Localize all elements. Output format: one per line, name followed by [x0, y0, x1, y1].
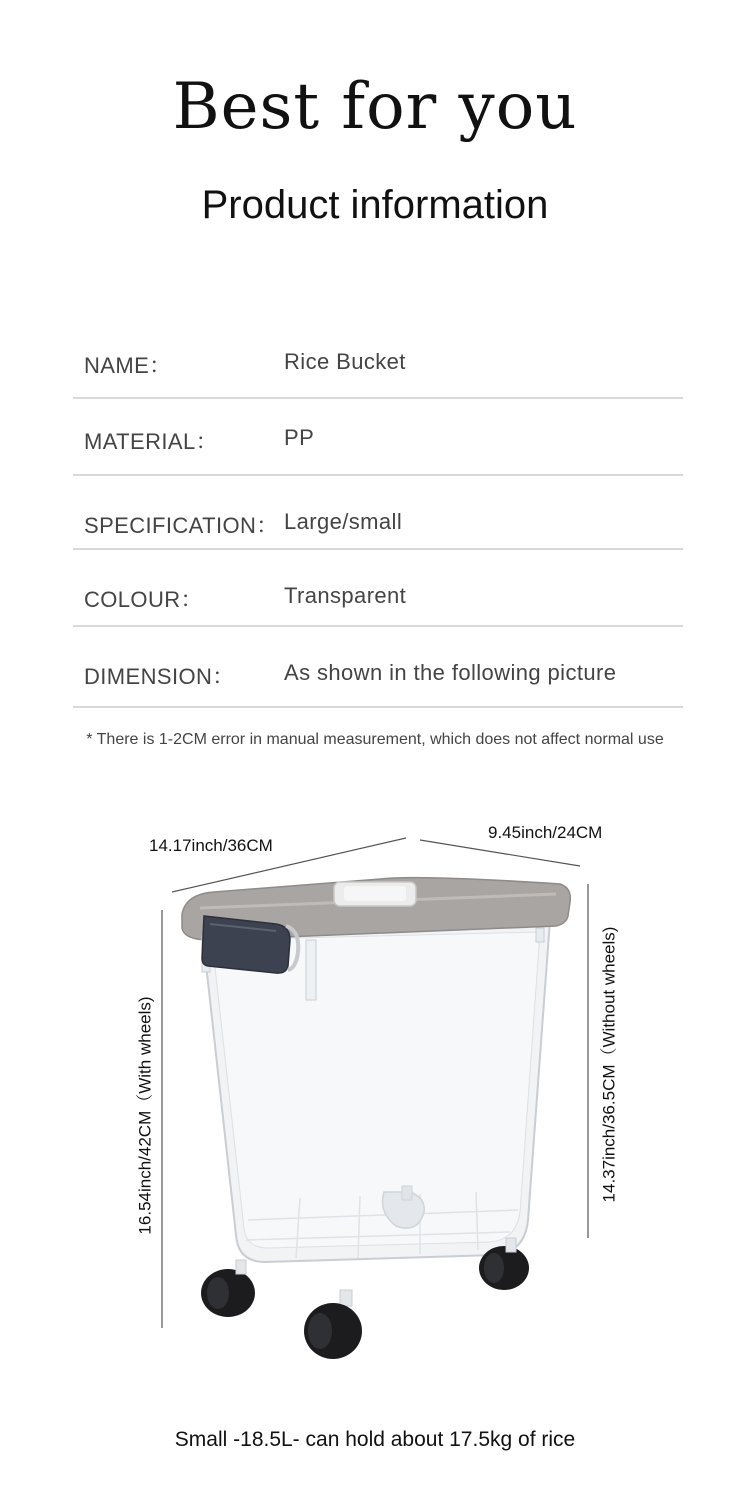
spec-key: SPECIFICATION：	[84, 513, 279, 538]
spec-value: Transparent	[284, 583, 407, 608]
height-with-wheels-label: 16.54inch/42CM（With wheels)	[135, 996, 155, 1235]
spec-value: Large/small	[284, 509, 403, 534]
spec-value: PP	[284, 425, 315, 450]
rice-bucket-image	[0, 800, 750, 1400]
spec-key: COLOUR：	[84, 587, 203, 612]
capacity-caption: Small -18.5L- can hold about 17.5kg of rice	[174, 1428, 576, 1451]
wheel-front	[304, 1290, 362, 1359]
section-subtitle: Product information	[201, 183, 549, 227]
length-label: 14.17inch/36CM	[149, 836, 273, 855]
width-dimension-line	[420, 840, 580, 866]
spec-row-name	[73, 323, 683, 399]
spec-row-material	[73, 399, 683, 476]
spec-value: As shown in the following picture	[284, 660, 617, 685]
height-without-wheels-label: 14.37inch/36.5CM（Without wheels)	[599, 926, 619, 1203]
spec-row-specification	[73, 476, 683, 550]
width-label: 9.45inch/24CM	[488, 823, 603, 842]
spec-key: NAME：	[84, 353, 172, 378]
wheel-back-left	[201, 1260, 255, 1317]
spec-table	[73, 323, 683, 708]
page-title: Best for you	[172, 70, 578, 144]
measurement-note: * There is 1-2CM error in manual measurement, which does not affect normal use	[86, 731, 664, 748]
spec-row-dimension	[73, 627, 683, 708]
spec-row-colour	[73, 550, 683, 627]
spec-value: Rice Bucket	[284, 349, 406, 374]
spec-key: DIMENSION：	[84, 664, 235, 689]
spec-key: MATERIAL：	[84, 429, 218, 454]
